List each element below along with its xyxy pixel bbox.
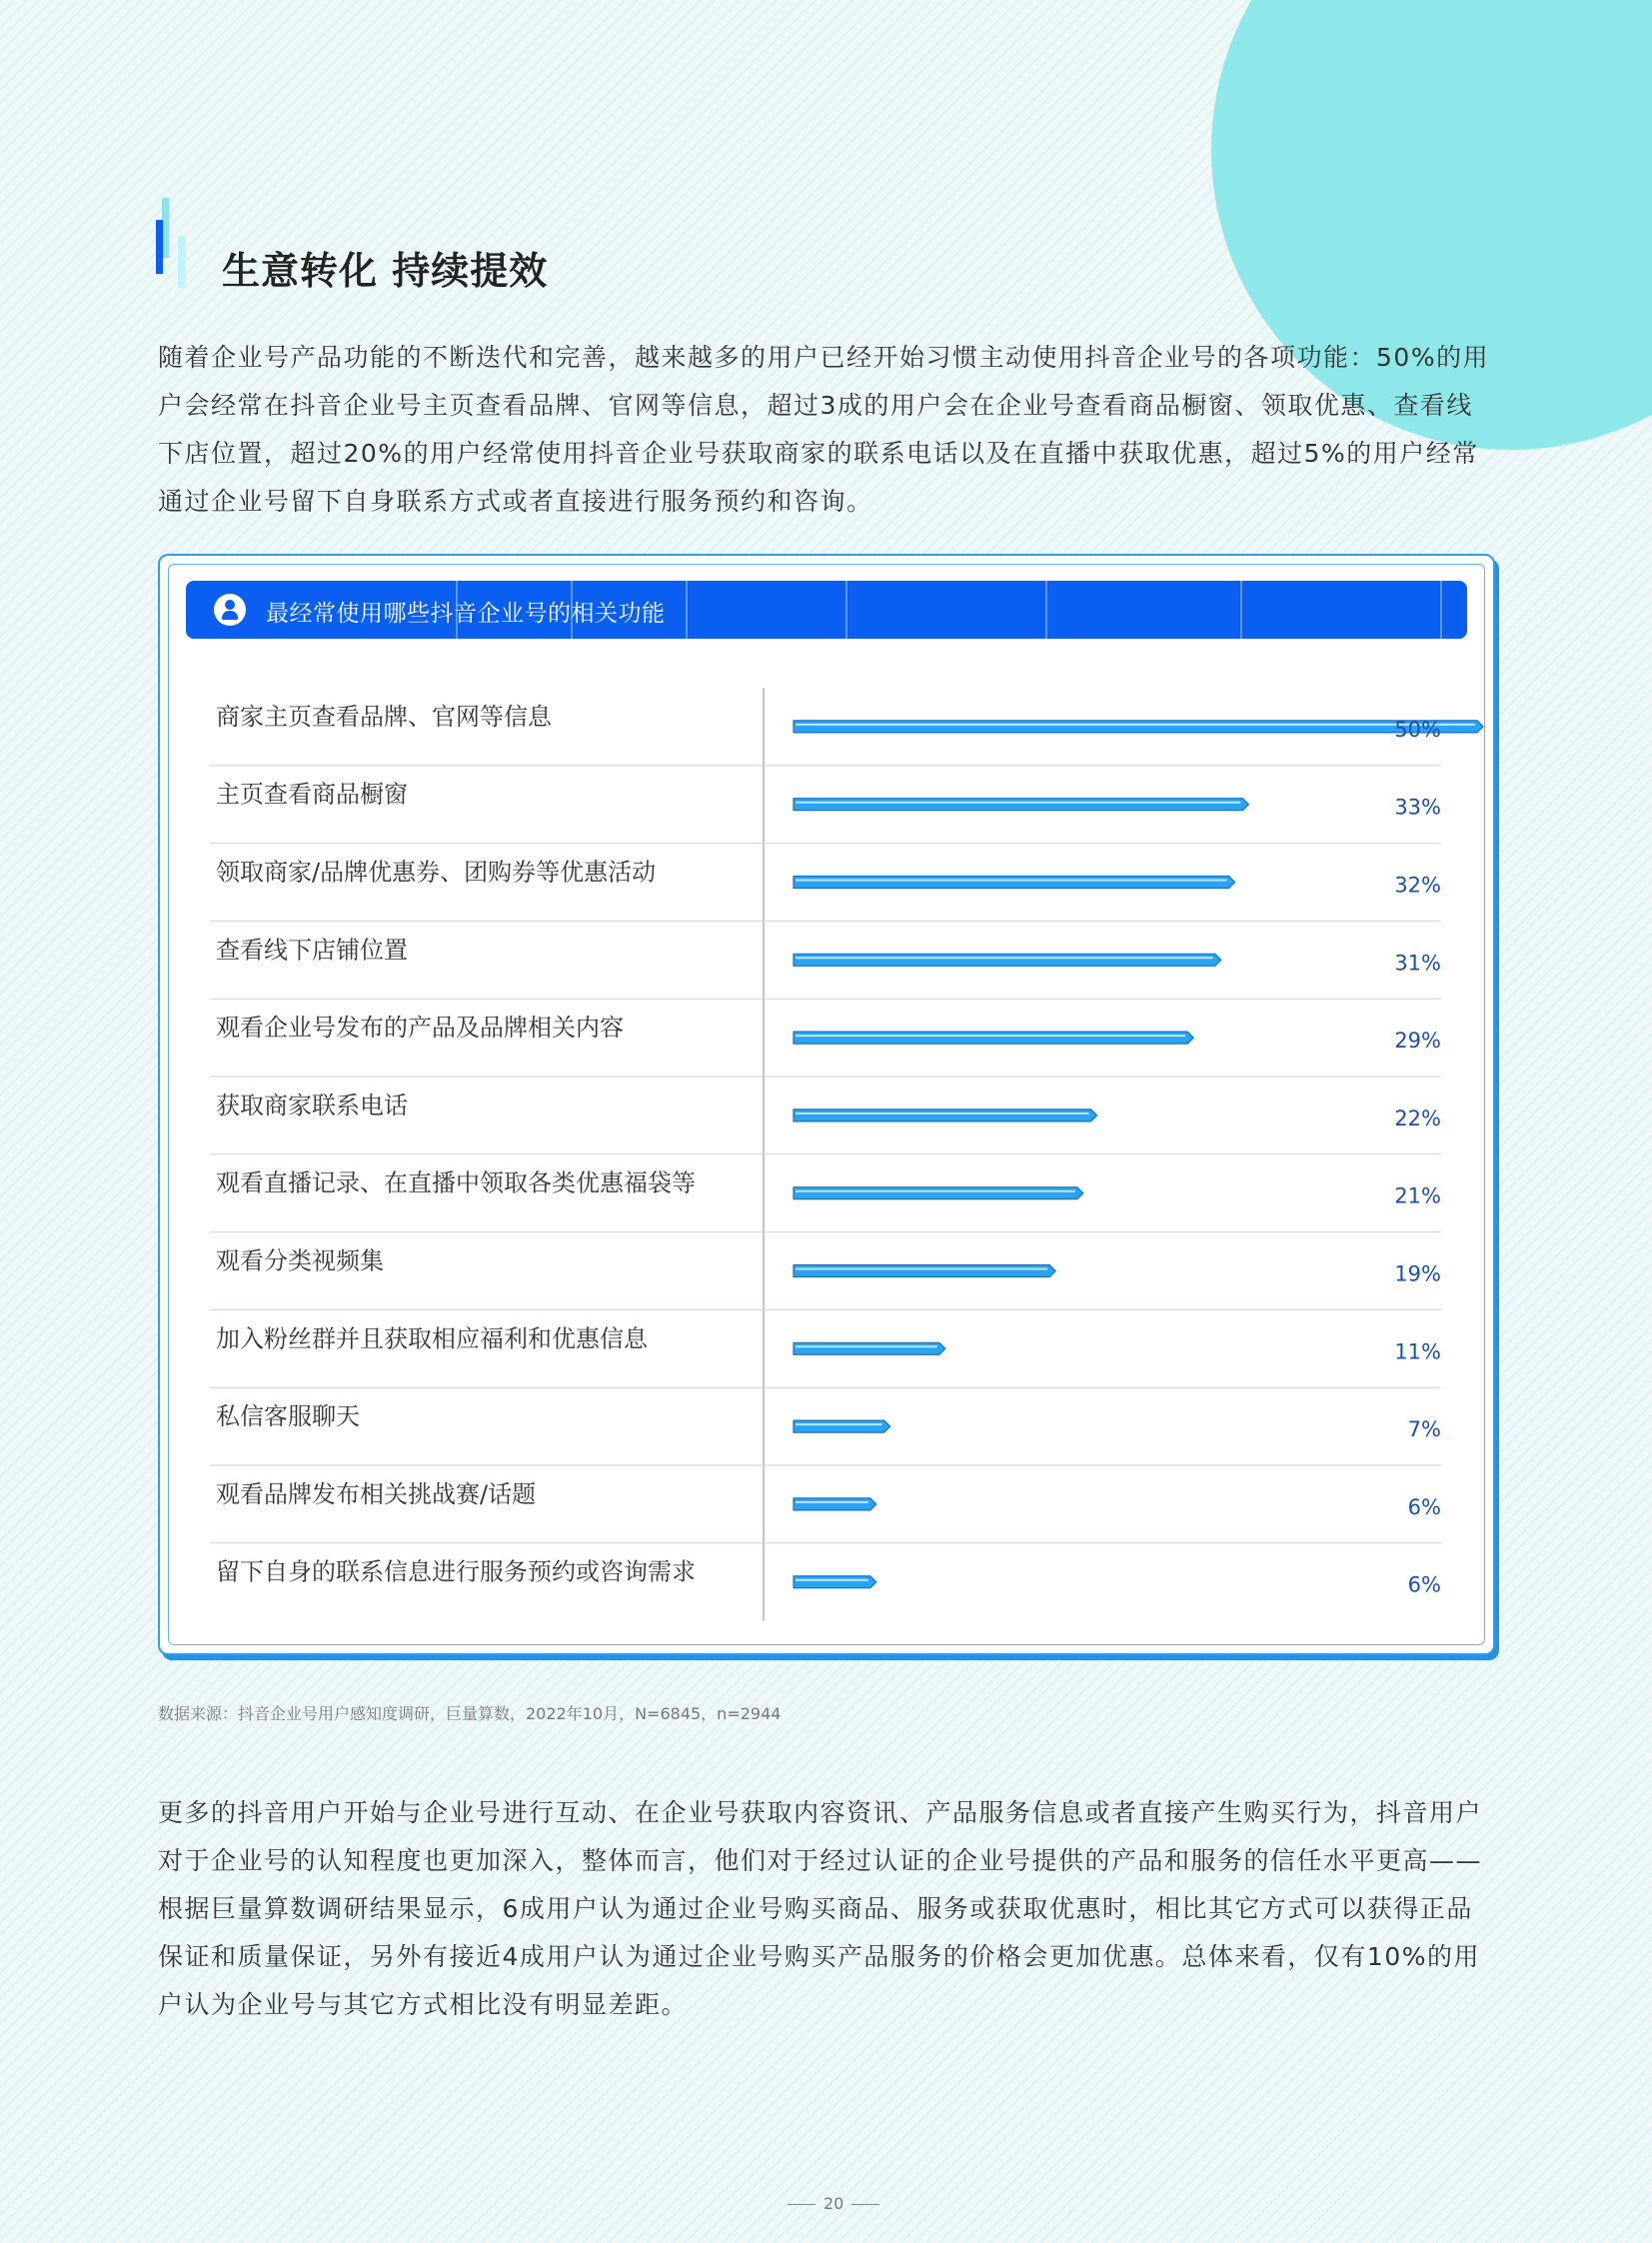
category-label: 加入粉丝群并且获取相应福利和优惠信息 <box>216 1324 648 1353</box>
category-label: 领取商家/品牌优惠券、团购券等优惠活动 <box>216 858 657 887</box>
bar-chart <box>160 556 1493 1653</box>
value-label: 7% <box>1407 1417 1441 1442</box>
page-number <box>780 2194 887 2213</box>
value-label: 31% <box>1394 951 1441 976</box>
value-label: 21% <box>1394 1183 1441 1208</box>
bar <box>794 1420 890 1432</box>
category-label: 观看分类视频集 <box>216 1246 384 1275</box>
value-label: 33% <box>1394 795 1441 820</box>
bar <box>794 1498 876 1510</box>
category-label: 观看企业号发布的产品及品牌相关内容 <box>216 1014 624 1043</box>
chart-card <box>158 554 1495 1655</box>
title-accent-bars <box>156 198 196 290</box>
page-title: 生意转化 持续提效 <box>222 249 549 293</box>
value-label: 6% <box>1407 1494 1441 1519</box>
bar <box>794 1576 876 1588</box>
value-label: 11% <box>1394 1339 1441 1364</box>
bar <box>794 1187 1083 1199</box>
value-label: 32% <box>1394 873 1441 898</box>
category-label: 观看直播记录、在直播中领取各类优惠福袋等 <box>216 1168 696 1197</box>
category-label: 留下自身的联系信息进行服务预约或咨询需求 <box>216 1557 696 1586</box>
value-label: 22% <box>1394 1106 1441 1130</box>
category-label: 观看品牌发布相关挑战赛/话题 <box>216 1479 537 1508</box>
bar <box>794 721 1483 733</box>
intro-paragraph: 随着企业号产品功能的不断迭代和完善，越来越多的用户已经开始习惯主动使用抖音企业号的各项功能：50%的用户会经常在抖音企业号主页查看品牌、官网等信息，超过3成的用户会在企业号查看商品橱窗、领取优惠、查看线下店位置，超过20%的用户经常使用抖音企业号获取商家的联系电话以及在直播中获取优惠，超过5%的用户经常通过企业号留下自身联系方式或者直接进行服务预约和咨询。 <box>158 343 1490 516</box>
category-label: 获取商家联系电话 <box>216 1091 408 1120</box>
value-label: 29% <box>1394 1029 1441 1054</box>
bar <box>794 1342 945 1354</box>
bar <box>794 954 1221 966</box>
value-label: 50% <box>1394 717 1441 742</box>
bar <box>794 1265 1055 1277</box>
category-label: 查看线下店铺位置 <box>216 936 408 965</box>
chart-title: 最经常使用哪些抖音企业号的相关功能 <box>266 601 666 627</box>
bar <box>794 799 1248 811</box>
data-source-note: 数据来源：抖音企业号用户感知度调研，巨量算数，2022年10月，N=6845，n=2944 <box>158 1704 782 1723</box>
page-number-text: 20 <box>824 2194 844 2213</box>
category-label: 私信客服聊天 <box>216 1402 360 1431</box>
category-label: 主页查看商品橱窗 <box>216 780 408 809</box>
value-label: 6% <box>1407 1572 1441 1597</box>
value-label: 19% <box>1394 1261 1441 1286</box>
bar <box>794 1110 1097 1122</box>
bar <box>794 1032 1193 1044</box>
conclusion-paragraph: 更多的抖音用户开始与企业号进行互动、在企业号获取内容资讯、产品服务信息或者直接产生购买行为，抖音用户对于企业号的认知程度也更加深入，整体而言，他们对于经过认证的企业号提供的产品和服务的信任水平更高——根据巨量算数调研结果显示，6成用户认为通过企业号购买商品、服务或获取优惠时，相比其它方式可以获得正品保证和质量保证，另外有接近4成用户认为通过企业号购买产品服务的价格会更加优惠。总体来看，仅有10%的用户认为企业号与其它方式相比没有明显差距。 <box>158 1798 1483 2019</box>
bar <box>794 877 1235 889</box>
category-label: 商家主页查看品牌、官网等信息 <box>216 702 552 731</box>
